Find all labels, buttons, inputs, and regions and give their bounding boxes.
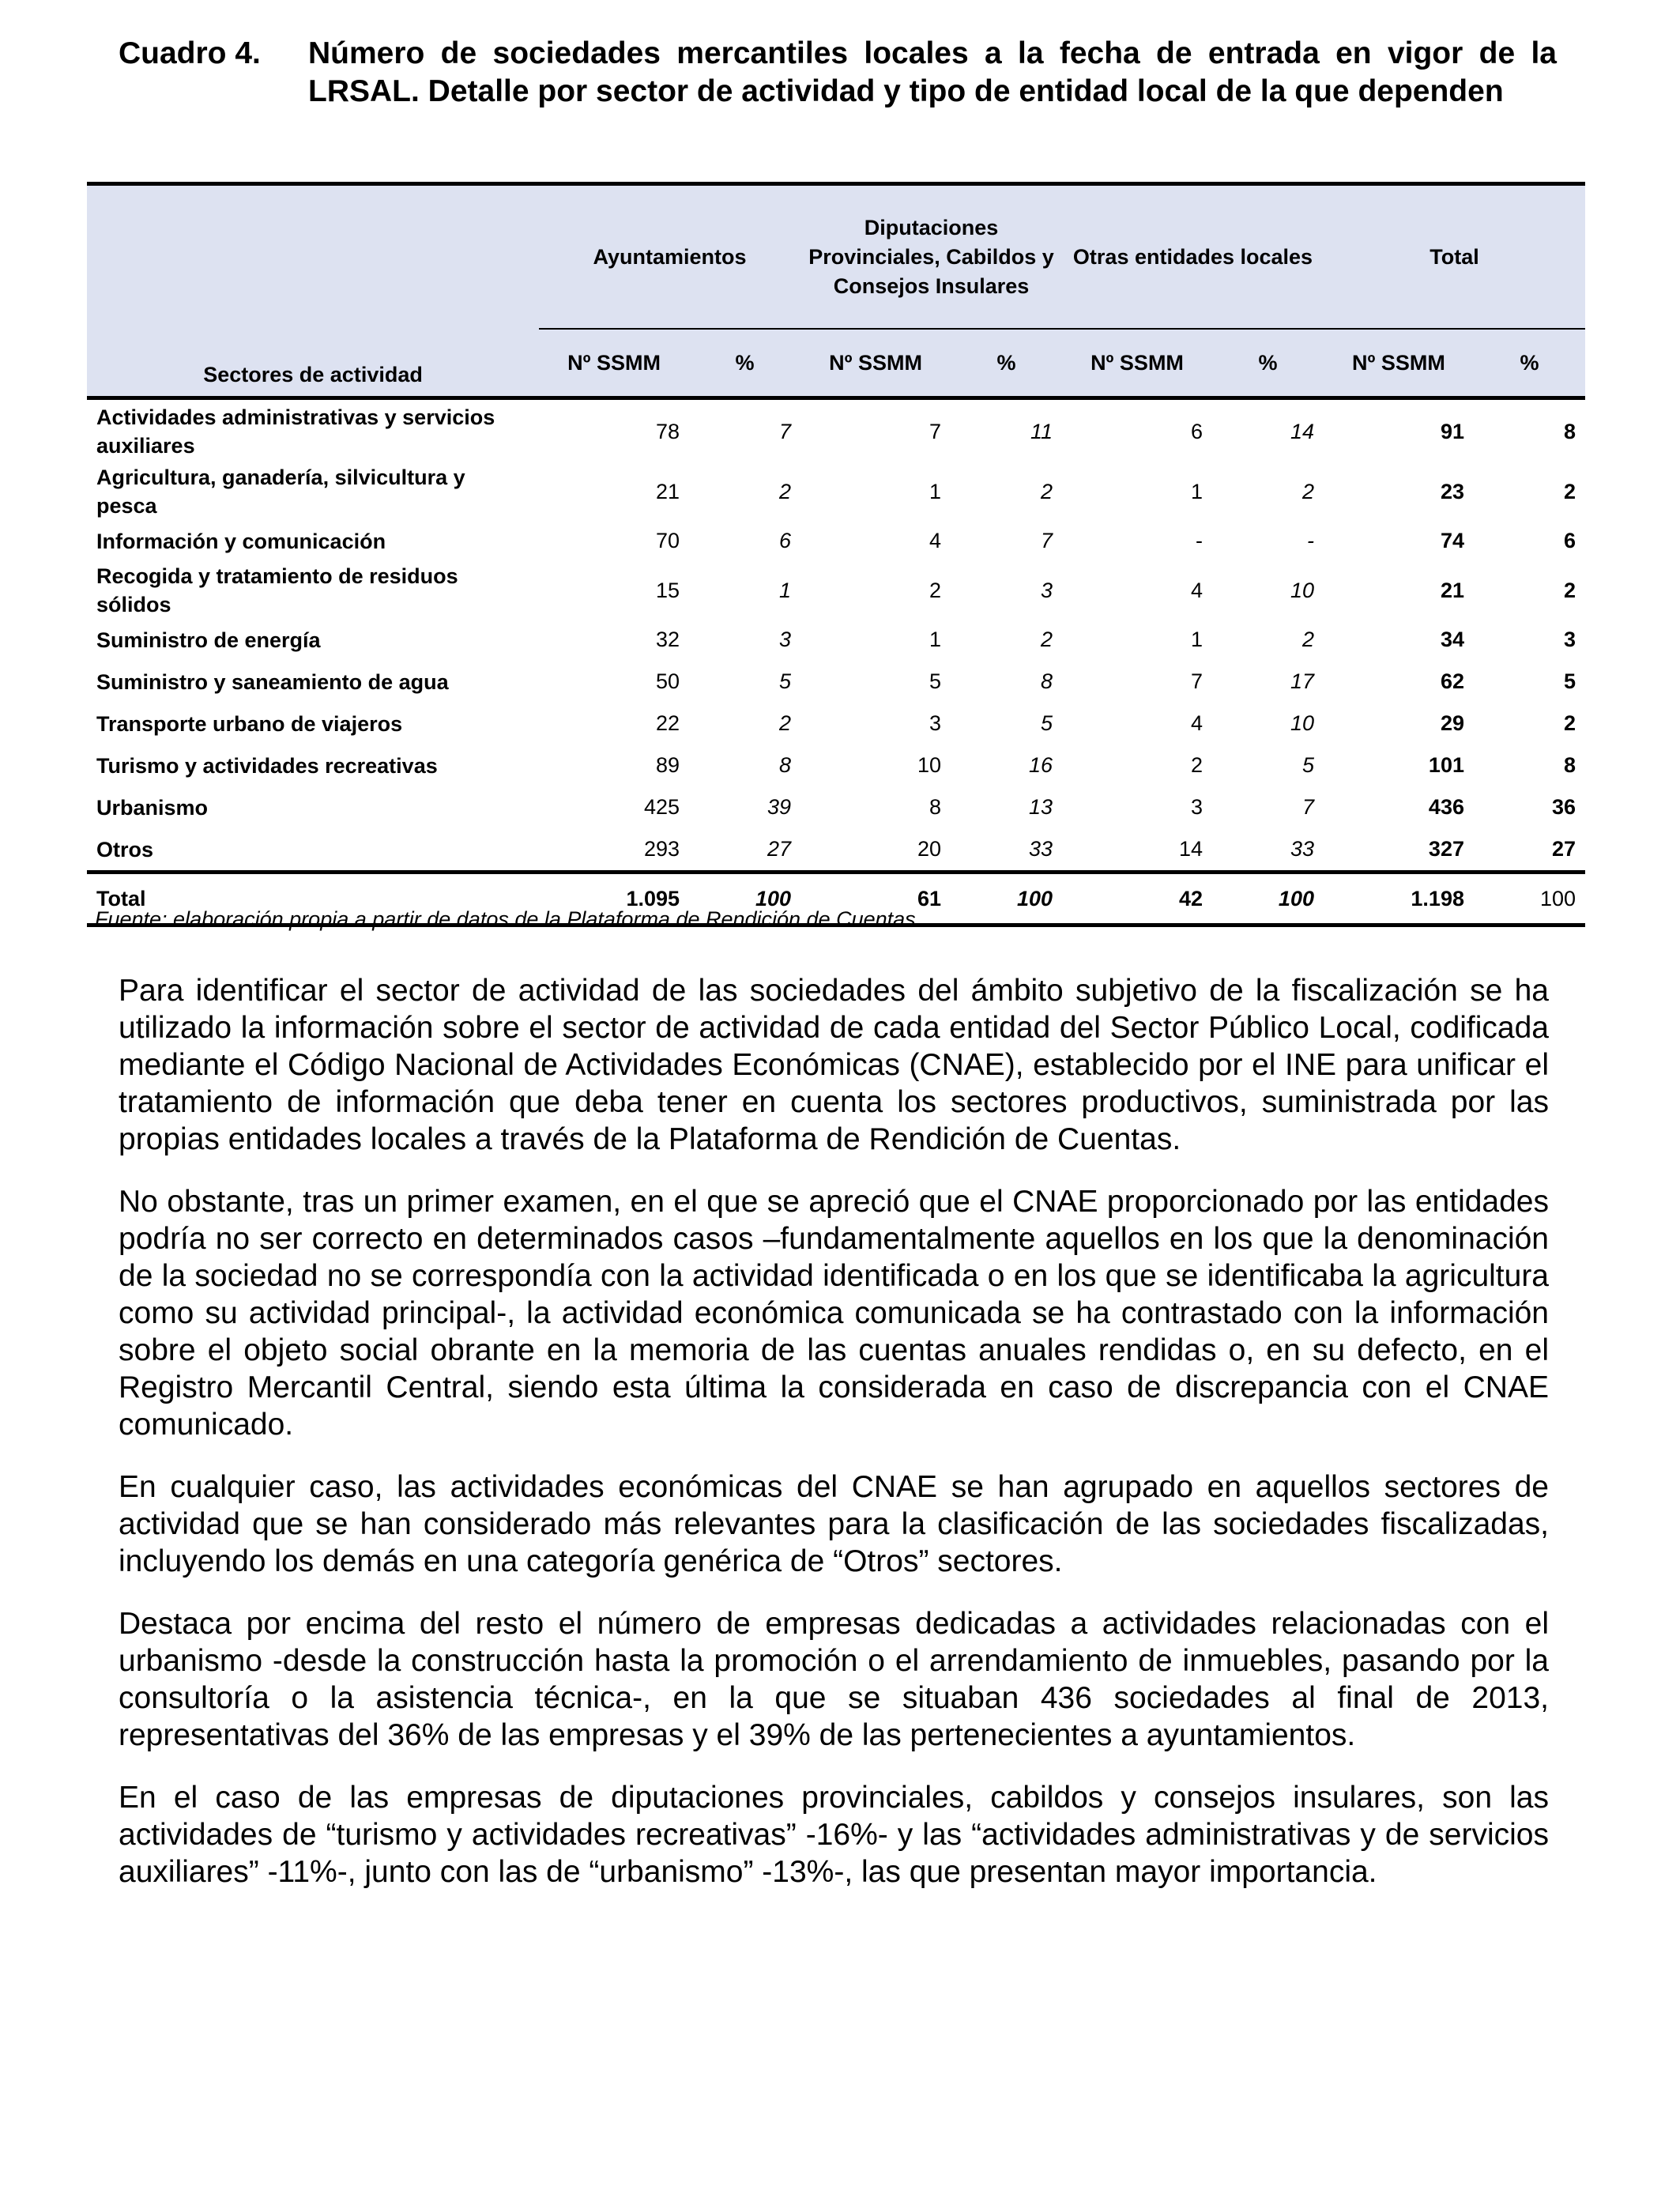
sector-cell: Información y comunicación bbox=[96, 529, 386, 553]
table-cell: 1 bbox=[1190, 628, 1203, 651]
sector-column-header: Sectores de actividad bbox=[87, 184, 539, 398]
table-cell: 4 bbox=[1190, 578, 1203, 602]
table-cell: 27 bbox=[767, 837, 792, 861]
table-cell: 6 bbox=[1563, 529, 1576, 552]
subheader-pct: % bbox=[951, 329, 1062, 398]
table-cell: 2 bbox=[1563, 479, 1576, 503]
table-cell: 101 bbox=[1428, 753, 1464, 777]
table-cell: 21 bbox=[656, 479, 680, 503]
table-cell: 2 bbox=[929, 578, 942, 602]
table-cell: 14 bbox=[1178, 837, 1203, 861]
table-cell: 10 bbox=[917, 753, 942, 777]
table-cell: 5 bbox=[779, 669, 792, 693]
table-cell: 7 bbox=[929, 419, 942, 443]
table-cell: - bbox=[1196, 529, 1203, 552]
total-cell: 61 bbox=[917, 886, 942, 910]
table-cell: 293 bbox=[644, 837, 680, 861]
group-header-total: Total bbox=[1324, 184, 1585, 330]
table-cell: 14 bbox=[1290, 419, 1314, 443]
table-cell: 11 bbox=[1030, 419, 1053, 443]
table-cell: 2 bbox=[1563, 578, 1576, 602]
table-cell: 4 bbox=[1190, 711, 1203, 735]
table-cell: 3 bbox=[779, 628, 792, 651]
data-table-container bbox=[87, 182, 1585, 927]
group-header-diputaciones: Diputaciones Provinciales, Cabildos y Consejos Insulares bbox=[800, 184, 1062, 330]
table-cell: 1 bbox=[1190, 479, 1203, 503]
table-row bbox=[87, 562, 1585, 619]
table-cell: 3 bbox=[1563, 628, 1576, 651]
table-cell: 5 bbox=[929, 669, 942, 693]
table-cell: 20 bbox=[917, 837, 942, 861]
total-cell: 100 bbox=[755, 886, 792, 910]
table-cell: 13 bbox=[1028, 795, 1053, 819]
table-row bbox=[87, 619, 1585, 661]
total-cell: 1.198 bbox=[1411, 886, 1464, 910]
table-cell: 7 bbox=[1301, 795, 1314, 819]
table-cell: 4 bbox=[929, 529, 942, 552]
sector-cell: Agricultura, ganadería, silvicultura y pesca bbox=[96, 466, 465, 518]
table-cell: 34 bbox=[1440, 628, 1464, 651]
table-source-note: Fuente: elaboración propia a partir de datos de la Plataforma de Rendición de Cuentas. bbox=[95, 907, 922, 931]
table-row bbox=[87, 745, 1585, 786]
sector-cell: Otros bbox=[96, 837, 154, 861]
total-cell: 100 bbox=[1016, 886, 1053, 910]
table-cell: 17 bbox=[1290, 669, 1314, 693]
table-cell: 1 bbox=[779, 578, 792, 602]
table-cell: 2 bbox=[779, 711, 792, 735]
table-cell: 5 bbox=[1563, 669, 1576, 693]
sector-cell: Urbanismo bbox=[96, 795, 209, 820]
table-cell: 3 bbox=[929, 711, 942, 735]
subheader-n: Nº SSMM bbox=[539, 329, 689, 398]
table-cell: 2 bbox=[1040, 628, 1053, 651]
table-cell: 29 bbox=[1440, 711, 1464, 735]
table-cell: 3 bbox=[1190, 795, 1203, 819]
table-cell: 89 bbox=[656, 753, 680, 777]
total-cell: 100 bbox=[1539, 886, 1576, 910]
sector-cell: Turismo y actividades recreativas bbox=[96, 753, 438, 778]
group-header-otras: Otras entidades locales bbox=[1062, 184, 1324, 330]
table-cell: 8 bbox=[1563, 753, 1576, 777]
subheader-pct: % bbox=[1212, 329, 1324, 398]
table-cell: - bbox=[1306, 529, 1314, 552]
subheader-n: Nº SSMM bbox=[1324, 329, 1474, 398]
subheader-n: Nº SSMM bbox=[800, 329, 951, 398]
table-cell: 8 bbox=[1563, 419, 1576, 443]
body-text bbox=[119, 972, 1549, 1916]
sector-cell: Actividades administrativas y servicios auxiliares bbox=[96, 405, 495, 458]
table-cell: 39 bbox=[767, 795, 792, 819]
data-table bbox=[87, 182, 1585, 927]
paragraph: Destaca por encima del resto el número de empresas dedicadas a actividades relacionadas con el urbanismo -desde la construcción hasta la promoción o el arrendamiento de inmuebles, pasando por la consultoría o la asistencia técnica-, en la que se situaban 436 sociedades al final de 2013, representativas del 36% de las empresas y el 39% de las pertenecientes a ayuntamientos. bbox=[119, 1607, 1549, 1752]
table-cell: 6 bbox=[779, 529, 792, 552]
table-cell: 10 bbox=[1290, 711, 1314, 735]
table-cell: 16 bbox=[1028, 753, 1053, 777]
table-caption bbox=[119, 35, 1557, 111]
paragraph: Para identificar el sector de actividad de las sociedades del ámbito subjetivo de la fiscalización se ha utilizado la información sobre el sector de actividad de cada entidad del Sector Público Local, codificada mediante el Código Nacional de Actividades Económicas (CNAE), establecido por el INE para unificar el tratamiento de información que deba tener en cuenta los sectores productivos, suministrada por las propias entidades locales a través de la Plataforma de Rendición de Cuentas. bbox=[119, 974, 1549, 1156]
table-cell: 22 bbox=[656, 711, 680, 735]
table-cell: 33 bbox=[1028, 837, 1053, 861]
table-cell: 27 bbox=[1551, 837, 1576, 861]
table-row bbox=[87, 463, 1585, 520]
table-cell: 327 bbox=[1428, 837, 1464, 861]
paragraph: En cualquier caso, las actividades económicas del CNAE se han agrupado en aquellos sectores de actividad que se han considerado más relevantes para la clasificación de las sociedades fiscalizadas, incluyendo los demás en una categoría genérica de “Otros” sectores. bbox=[119, 1470, 1549, 1578]
sector-cell: Suministro de energía bbox=[96, 628, 321, 652]
table-cell: 1 bbox=[929, 628, 942, 651]
table-cell: 8 bbox=[779, 753, 792, 777]
table-cell: 8 bbox=[1040, 669, 1053, 693]
table-cell: 33 bbox=[1290, 837, 1314, 861]
group-header-ayuntamientos: Ayuntamientos bbox=[539, 184, 800, 330]
table-cell: 23 bbox=[1440, 479, 1464, 503]
subheader-pct: % bbox=[689, 329, 800, 398]
table-cell: 7 bbox=[1040, 529, 1053, 552]
table-cell: 10 bbox=[1290, 578, 1314, 602]
caption-title: Número de sociedades mercantiles locales a la fecha de entrada en vigor de la LRSAL. Detalle por sector de actividad y tipo de entidad local de la que dependen bbox=[308, 36, 1557, 108]
table-cell: 3 bbox=[1040, 578, 1053, 602]
table-cell: 50 bbox=[656, 669, 680, 693]
total-cell: 1.095 bbox=[626, 886, 680, 910]
paragraph: No obstante, tras un primer examen, en el que se apreció que el CNAE proporcionado por las entidades podría no ser correcto en determinados casos –fundamentalmente aquellos en los que la denominación de la sociedad no se correspondía con la actividad identificada o en los que se identificaba la agricultura como su actividad principal-, la actividad económica comunicada se ha contrastado con la información sobre el objeto social obrante en la memoria de las cuentas anuales rendidas o, en su defecto, en el Registro Mercantil Central, siendo esta última la considerada en caso de discrepancia con el CNAE comunicado. bbox=[119, 1185, 1549, 1442]
table-cell: 6 bbox=[1190, 419, 1203, 443]
table-cell: 425 bbox=[644, 795, 680, 819]
table-cell: 1 bbox=[929, 479, 942, 503]
table-cell: 78 bbox=[656, 419, 680, 443]
table-cell: 74 bbox=[1440, 529, 1464, 552]
subheader-pct: % bbox=[1474, 329, 1585, 398]
table-row bbox=[87, 661, 1585, 703]
total-label: Total bbox=[96, 887, 146, 910]
table-cell: 7 bbox=[779, 419, 792, 443]
table-cell: 36 bbox=[1551, 795, 1576, 819]
table-row bbox=[87, 703, 1585, 745]
table-cell: 2 bbox=[779, 479, 792, 503]
table-cell: 2 bbox=[1190, 753, 1203, 777]
table-row bbox=[87, 828, 1585, 873]
caption-number: Cuadro 4. bbox=[119, 36, 261, 70]
paragraph: En el caso de las empresas de diputaciones provinciales, cabildos y consejos insulares, son las actividades de “turismo y actividades recreativas” -16%- y las “actividades administrativas y de servicios auxiliares” -11%-, junto con las de “urbanismo” -13%-, las que presentan mayor importancia. bbox=[119, 1781, 1549, 1889]
table-cell: 91 bbox=[1440, 419, 1464, 443]
table-cell: 32 bbox=[656, 628, 680, 651]
table-row bbox=[87, 520, 1585, 562]
table-cell: 8 bbox=[929, 795, 942, 819]
total-cell: 100 bbox=[1278, 886, 1314, 910]
table-cell: 21 bbox=[1440, 578, 1464, 602]
sector-cell: Suministro y saneamiento de agua bbox=[96, 669, 449, 694]
table-cell: 2 bbox=[1301, 628, 1314, 651]
table-cell: 2 bbox=[1301, 479, 1314, 503]
table-cell: 436 bbox=[1428, 795, 1464, 819]
table-body bbox=[87, 398, 1585, 873]
table-cell: 7 bbox=[1190, 669, 1203, 693]
table-cell: 62 bbox=[1440, 669, 1464, 693]
table-row bbox=[87, 398, 1585, 464]
table-row bbox=[87, 786, 1585, 828]
table-cell: 5 bbox=[1040, 711, 1053, 735]
table-cell: 70 bbox=[656, 529, 680, 552]
table-cell: 5 bbox=[1301, 753, 1314, 777]
table-cell: 2 bbox=[1040, 479, 1053, 503]
total-cell: 42 bbox=[1178, 886, 1203, 910]
subheader-n: Nº SSMM bbox=[1062, 329, 1212, 398]
table-cell: 15 bbox=[656, 578, 680, 602]
sector-cell: Transporte urbano de viajeros bbox=[96, 711, 403, 736]
table-cell: 2 bbox=[1563, 711, 1576, 735]
sector-cell: Recogida y tratamiento de residuos sólidos bbox=[96, 564, 458, 616]
